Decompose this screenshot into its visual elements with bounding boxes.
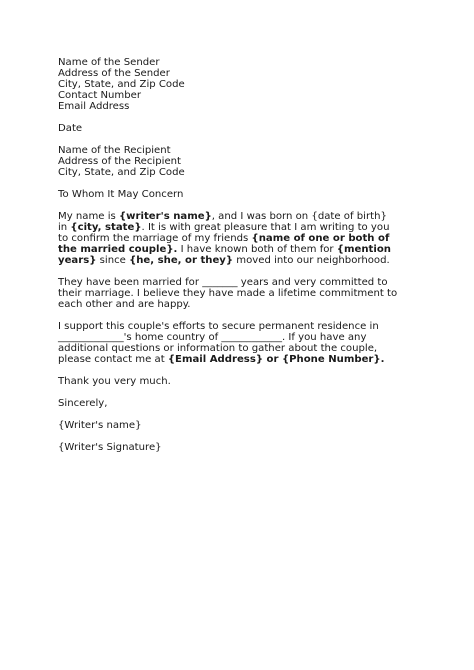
paragraph-support bbox=[58, 321, 398, 365]
writer-signature: {Writer's Signature} bbox=[58, 442, 162, 453]
recipient-address: Address of the Recipient bbox=[58, 156, 182, 167]
paragraph-intro bbox=[58, 211, 398, 266]
p1-text-6: moved into our neighborhood. bbox=[233, 255, 390, 266]
p1-text-2: , and I was born on {date of birth} in bbox=[58, 211, 387, 233]
sender-name: Name of the Sender bbox=[58, 57, 160, 68]
p1-bold-5: {he, she, or they} bbox=[129, 255, 234, 266]
p1-text-1: My name is bbox=[58, 211, 119, 222]
p1-text-4: I have known both of them for bbox=[177, 244, 337, 255]
sender-email: Email Address bbox=[58, 101, 130, 112]
p1-bold-4: {mention years} bbox=[58, 244, 391, 266]
sender-block bbox=[58, 57, 398, 112]
letter-page bbox=[58, 57, 398, 464]
p1-bold-1: {writer's name} bbox=[119, 211, 212, 222]
p3-text-1: I support this couple's efforts to secure permanent residence in _____________'s home country of ____________. If you have any additional questions or information to gather about the couple, please contact me at bbox=[58, 321, 379, 365]
thanks-line: Thank you very much. bbox=[58, 376, 171, 387]
p1-bold-3: {name of one or both of the married couple}. bbox=[58, 233, 390, 255]
recipient-block bbox=[58, 145, 398, 178]
sender-city: City, State, and Zip Code bbox=[58, 79, 185, 90]
writer-name: {Writer's name} bbox=[58, 420, 142, 431]
sender-contact: Contact Number bbox=[58, 90, 142, 101]
recipient-name: Name of the Recipient bbox=[58, 145, 171, 156]
date-block bbox=[58, 123, 398, 134]
salutation-block bbox=[58, 189, 398, 200]
p1-text-3: . It is with great pleasure that I am writing to you to confirm the marriage of my friends bbox=[58, 222, 390, 244]
sender-address: Address of the Sender bbox=[58, 68, 170, 79]
salutation: To Whom It May Concern bbox=[58, 189, 184, 200]
p1-bold-2: {city, state} bbox=[70, 222, 142, 233]
p3-bold-1: {Email Address} or {Phone Number}. bbox=[167, 354, 385, 365]
paragraph-marriage: They have been married for _______ years and very committed to their marriage. I believe they have made a lifetime commitment to each other and are happy. bbox=[58, 277, 398, 310]
recipient-city: City, State, and Zip Code bbox=[58, 167, 185, 178]
letter-date: Date bbox=[58, 123, 83, 134]
p1-text-5: since bbox=[96, 255, 130, 266]
closing-line: Sincerely, bbox=[58, 398, 108, 409]
